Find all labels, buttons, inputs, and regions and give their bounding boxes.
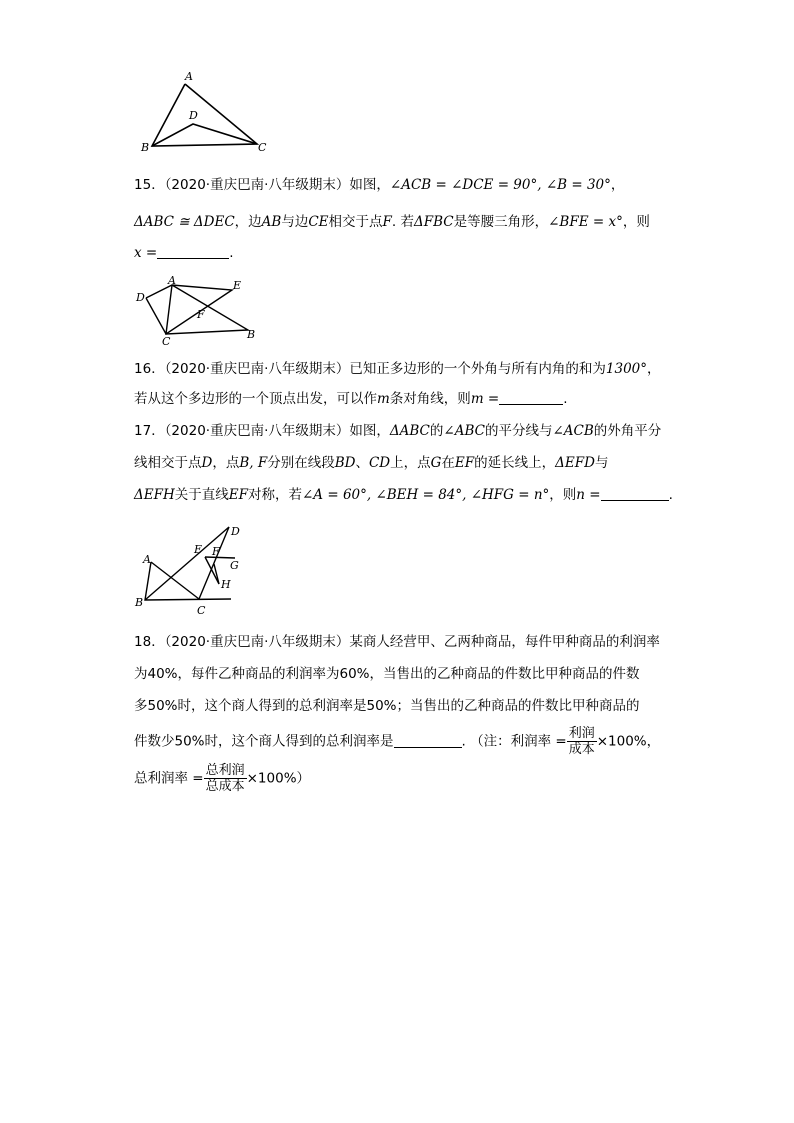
q16-angle-sum: 1300° bbox=[605, 361, 647, 377]
q18-text: 总利润率 = bbox=[134, 770, 204, 787]
q17-text: 的 bbox=[429, 423, 444, 439]
q17-bd: BD bbox=[334, 455, 356, 471]
q17-answer-blank[interactable] bbox=[601, 486, 669, 501]
q18-answer-blank[interactable] bbox=[394, 733, 462, 748]
total-profit-rate-fraction bbox=[204, 763, 247, 794]
label-a: A bbox=[143, 553, 151, 566]
label-h: H bbox=[221, 578, 231, 591]
q18-text: 件数少50%时，这个商人得到的总利润率是 bbox=[134, 733, 394, 750]
q18-text: 为40%，每件乙种商品的利润率为60%，当售出的乙种商品的件数比甲种商品的件数 bbox=[134, 666, 640, 682]
q16-text: 条对角线，则 bbox=[389, 391, 471, 407]
q16-answer-blank[interactable] bbox=[499, 390, 563, 405]
q17-text: 关于直线 bbox=[174, 487, 229, 503]
q17-text: ，则 bbox=[549, 487, 577, 503]
q18-text: ×100%） bbox=[246, 770, 311, 787]
label-f: F bbox=[197, 308, 205, 321]
label-b: B bbox=[247, 328, 256, 341]
q17-efd: ΔEFD bbox=[555, 455, 595, 471]
q16-number: 16 bbox=[134, 361, 152, 377]
q18-text: . （注：利润率 = bbox=[461, 733, 567, 750]
q17-cd: CD bbox=[368, 455, 391, 471]
q17-text: 与 bbox=[594, 455, 609, 471]
q16-text: 若从这个多边形的一个顶点出发，可以作 bbox=[134, 391, 377, 407]
q16-m-eq: m = bbox=[470, 391, 500, 407]
q17-number: 17 bbox=[134, 423, 152, 439]
q15-ce: CE bbox=[308, 214, 329, 230]
q15-bfe: ∠BFE = x° bbox=[548, 214, 623, 230]
q15-line-1: 15．（2020·重庆巴南·八年级期末）如图，∠ACB = ∠DCE = 90°, ∠B = 30°， bbox=[134, 177, 625, 193]
label-e: E bbox=[194, 543, 203, 556]
q17-d: D bbox=[201, 455, 213, 471]
q16-text: . bbox=[563, 391, 568, 407]
q15-angle-condition: ∠ACB = ∠DCE = 90°, ∠B = 30° bbox=[389, 177, 611, 193]
q17-text: 的外角平分 bbox=[593, 423, 662, 439]
q15-text: . 若 bbox=[391, 214, 414, 230]
q18-source: （2020·重庆巴南·八年级期末） bbox=[164, 634, 350, 650]
label-b: B bbox=[141, 141, 150, 154]
q15-line-2 bbox=[134, 213, 650, 231]
q15-text: ， bbox=[610, 177, 625, 193]
q15-source: （2020·重庆巴南·八年级期末） bbox=[164, 177, 350, 193]
label-a: A bbox=[168, 276, 176, 287]
q18-text: 某商人经营甲、乙两种商品，每件甲种商品的利润率 bbox=[349, 634, 660, 650]
q18-line-1: 18．（2020·重庆巴南·八年级期末）某商人经营甲、乙两种商品，每件甲种商品的利润率 bbox=[134, 634, 660, 650]
label-a: A bbox=[185, 70, 193, 83]
fraction-denominator: 总成本 bbox=[205, 779, 245, 794]
q17-efh: ΔEFH bbox=[134, 487, 175, 503]
q15-text: ，边 bbox=[234, 214, 262, 230]
q16-text: ， bbox=[647, 361, 661, 377]
q17-text: 、 bbox=[355, 455, 369, 471]
q17-abc: ΔABC bbox=[389, 423, 430, 439]
fraction-numerator: 利润 bbox=[568, 726, 595, 741]
label-c: C bbox=[162, 335, 171, 346]
q16-source: （2020·重庆巴南·八年级期末） bbox=[164, 361, 350, 377]
q17-text: . bbox=[668, 487, 673, 503]
q17-line-1: 17．（2020·重庆巴南·八年级期末）如图，ΔABC的∠ABC的平分线与∠ACB的外角平分 bbox=[134, 423, 662, 439]
q18-line-4 bbox=[134, 726, 660, 757]
q17-ef: EF bbox=[454, 455, 475, 471]
q17-angle-acb: ∠ACB bbox=[552, 423, 594, 439]
q15-x: x = bbox=[134, 245, 158, 261]
q17-line-2 bbox=[134, 454, 608, 472]
q15-fbc: ΔFBC bbox=[413, 214, 454, 230]
q15-number: 15 bbox=[134, 177, 152, 193]
fraction-numerator: 总利润 bbox=[205, 763, 245, 778]
q18-number: 18 bbox=[134, 634, 152, 650]
q17-text: 线相交于点 bbox=[134, 455, 202, 471]
q17-text: 的延长线上， bbox=[474, 455, 556, 471]
q15-text: . bbox=[229, 245, 234, 261]
q17-text: 在 bbox=[441, 455, 455, 471]
q17-ef: EF bbox=[228, 487, 248, 503]
q17-text: 如图， bbox=[349, 423, 390, 439]
q17-angle-conditions: ∠A = 60°, ∠BEH = 84°, ∠HFG = n° bbox=[301, 487, 550, 503]
q18-line-5 bbox=[134, 763, 310, 794]
q16-m: m bbox=[377, 391, 390, 407]
q17-text: ，点 bbox=[212, 455, 240, 471]
q18-text: 多50%时，这个商人得到的总利润率是50%；当售出的乙种商品的件数比甲种商品的 bbox=[134, 698, 640, 714]
profit-rate-fraction bbox=[567, 726, 597, 757]
label-d: D bbox=[231, 525, 240, 538]
q15-answer-blank[interactable] bbox=[157, 244, 229, 259]
q15-text: ，则 bbox=[622, 214, 650, 230]
q17-n: n = bbox=[576, 487, 601, 503]
q17-figure bbox=[133, 522, 245, 618]
q17-bf: B, F bbox=[239, 455, 268, 471]
q15-figure bbox=[133, 276, 263, 346]
q17-line-3 bbox=[134, 486, 673, 504]
q16-line-1: 16．（2020·重庆巴南·八年级期末）已知正多边形的一个外角与所有内角的和为1300°， bbox=[134, 361, 661, 377]
label-e: E bbox=[233, 279, 242, 292]
triangle-figure-abc-d bbox=[135, 68, 275, 160]
q17-g: G bbox=[430, 455, 442, 471]
q18-line-2 bbox=[134, 665, 640, 683]
q16-line-2 bbox=[134, 390, 568, 408]
q17-text: 分别在线段 bbox=[267, 455, 335, 471]
q15-congruence: ΔABC ≅ ΔDEC bbox=[134, 214, 235, 230]
q16-text: 已知正多边形的一个外角与所有内角的和为 bbox=[349, 361, 606, 377]
q15-text: 与边 bbox=[281, 214, 309, 230]
q18-text: ×100%， bbox=[596, 733, 661, 750]
label-d: D bbox=[136, 291, 145, 304]
q17-text: 上，点 bbox=[390, 455, 431, 471]
q15-line-3 bbox=[134, 244, 234, 262]
q15-text: 如图， bbox=[349, 177, 390, 193]
label-c: C bbox=[258, 141, 267, 154]
fraction-denominator: 成本 bbox=[568, 742, 595, 757]
q17-text: 对称，若 bbox=[247, 487, 302, 503]
label-g: G bbox=[230, 559, 239, 572]
q15-ab: AB bbox=[261, 214, 282, 230]
q17-text: 的平分线与 bbox=[484, 423, 553, 439]
q18-line-3 bbox=[134, 697, 640, 715]
label-d: D bbox=[189, 109, 198, 122]
q17-angle-abc: ∠ABC bbox=[443, 423, 485, 439]
q15-f: F bbox=[382, 214, 392, 230]
q15-text: 是等腰三角形， bbox=[453, 214, 549, 230]
label-b: B bbox=[135, 596, 144, 609]
q15-text: 相交于点 bbox=[328, 214, 383, 230]
label-c: C bbox=[197, 604, 206, 617]
label-f: F bbox=[212, 545, 220, 558]
q17-source: （2020·重庆巴南·八年级期末） bbox=[164, 423, 350, 439]
